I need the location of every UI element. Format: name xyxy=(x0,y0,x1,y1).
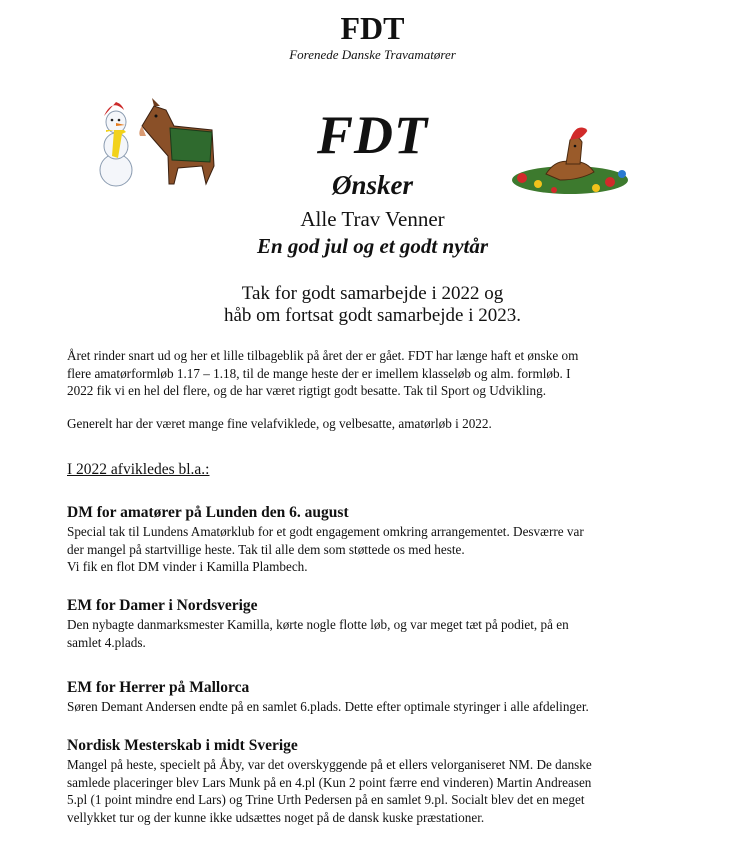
greeting-recipients: Alle Trav Venner xyxy=(300,207,445,231)
section-body-nordisk xyxy=(67,756,687,826)
section-body-em-damer xyxy=(67,616,687,651)
intro-line: Året rinder snart ud og her et lille tilbageblik på året der er gået. FDT har længe haft et ønske om xyxy=(67,348,579,363)
section-line: vellykket tur og der kunne ikke udsættes noget på de dansk kuske præstationer. xyxy=(67,809,485,825)
thanks-line-2: håb om fortsat godt samarbejde i 2023. xyxy=(223,305,522,326)
intro-paragraph xyxy=(67,347,687,400)
section-line: Den nybagte danmarksmester Kamilla, kørte nogle flotte løb, og var meget tæt på podiet, på en xyxy=(67,617,569,632)
section-line: 5.pl (1 point mindre end Lars) og Trine Urth Pedersen på en samlet 9.pl. Socialt blev det en meget xyxy=(67,792,585,807)
section-heading-em-damer: EM for Damer i Nordsverige xyxy=(67,597,258,614)
section-heading-em-herrer: EM for Herrer på Mallorca xyxy=(67,679,250,696)
events-heading: I 2022 afvikledes bl.a.: xyxy=(67,461,210,478)
section-line: Vi fik en flot DM vinder i Kamilla Plambech. xyxy=(67,559,308,574)
section-line: der mangel på startvillige heste. Tak til alle dem som støttede os med heste. xyxy=(67,541,465,557)
section-heading-nordisk: Nordisk Mesterskab i midt Sverige xyxy=(67,737,298,754)
section-heading-dm: DM for amatører på Lunden den 6. august xyxy=(67,504,349,521)
section-line: samlet 4.plads. xyxy=(67,634,146,650)
greeting-logo: FDT xyxy=(317,105,428,165)
general-paragraph: Generelt har der været mange fine velafviklede, og velbesatte, amatørløb i 2022. xyxy=(67,416,492,431)
section-body-dm xyxy=(67,523,687,576)
greeting-onsker: Ønsker xyxy=(331,170,413,200)
greeting-wish: En god jul og et godt nytår xyxy=(256,234,489,258)
document-subtitle: Forenede Danske Travamatører xyxy=(289,47,456,62)
section-body-em-herrer xyxy=(67,698,687,716)
intro-line: flere amatørformløb 1.17 – 1.18, til de mange heste der er imellem klasseløb og alm. formløb. I xyxy=(67,365,571,381)
document-title: FDT xyxy=(340,10,405,46)
intro-line: 2022 fik vi en hel del flere, og de har været rigtigt godt besatte. Tak til Sport og Udvikling. xyxy=(67,383,546,398)
thanks-line-1: Tak for godt samarbejde i 2022 og xyxy=(241,283,504,304)
section-line: samlede placeringer blev Lars Munk på en 4.pl (Kun 2 point færre end vinderen) Martin Andreasen xyxy=(67,774,592,790)
section-line: Søren Demant Andersen endte på en samlet 6.plads. Dette efter optimale styringer i alle afdelinger. xyxy=(67,699,589,714)
section-line: Special tak til Lundens Amatørklub for et godt engagement omkring arrangementet. Desværre var xyxy=(67,524,584,539)
section-line: Mangel på heste, specielt på Åby, var det overskyggende på et ellers velorganiseret NM. De danske xyxy=(67,757,592,772)
